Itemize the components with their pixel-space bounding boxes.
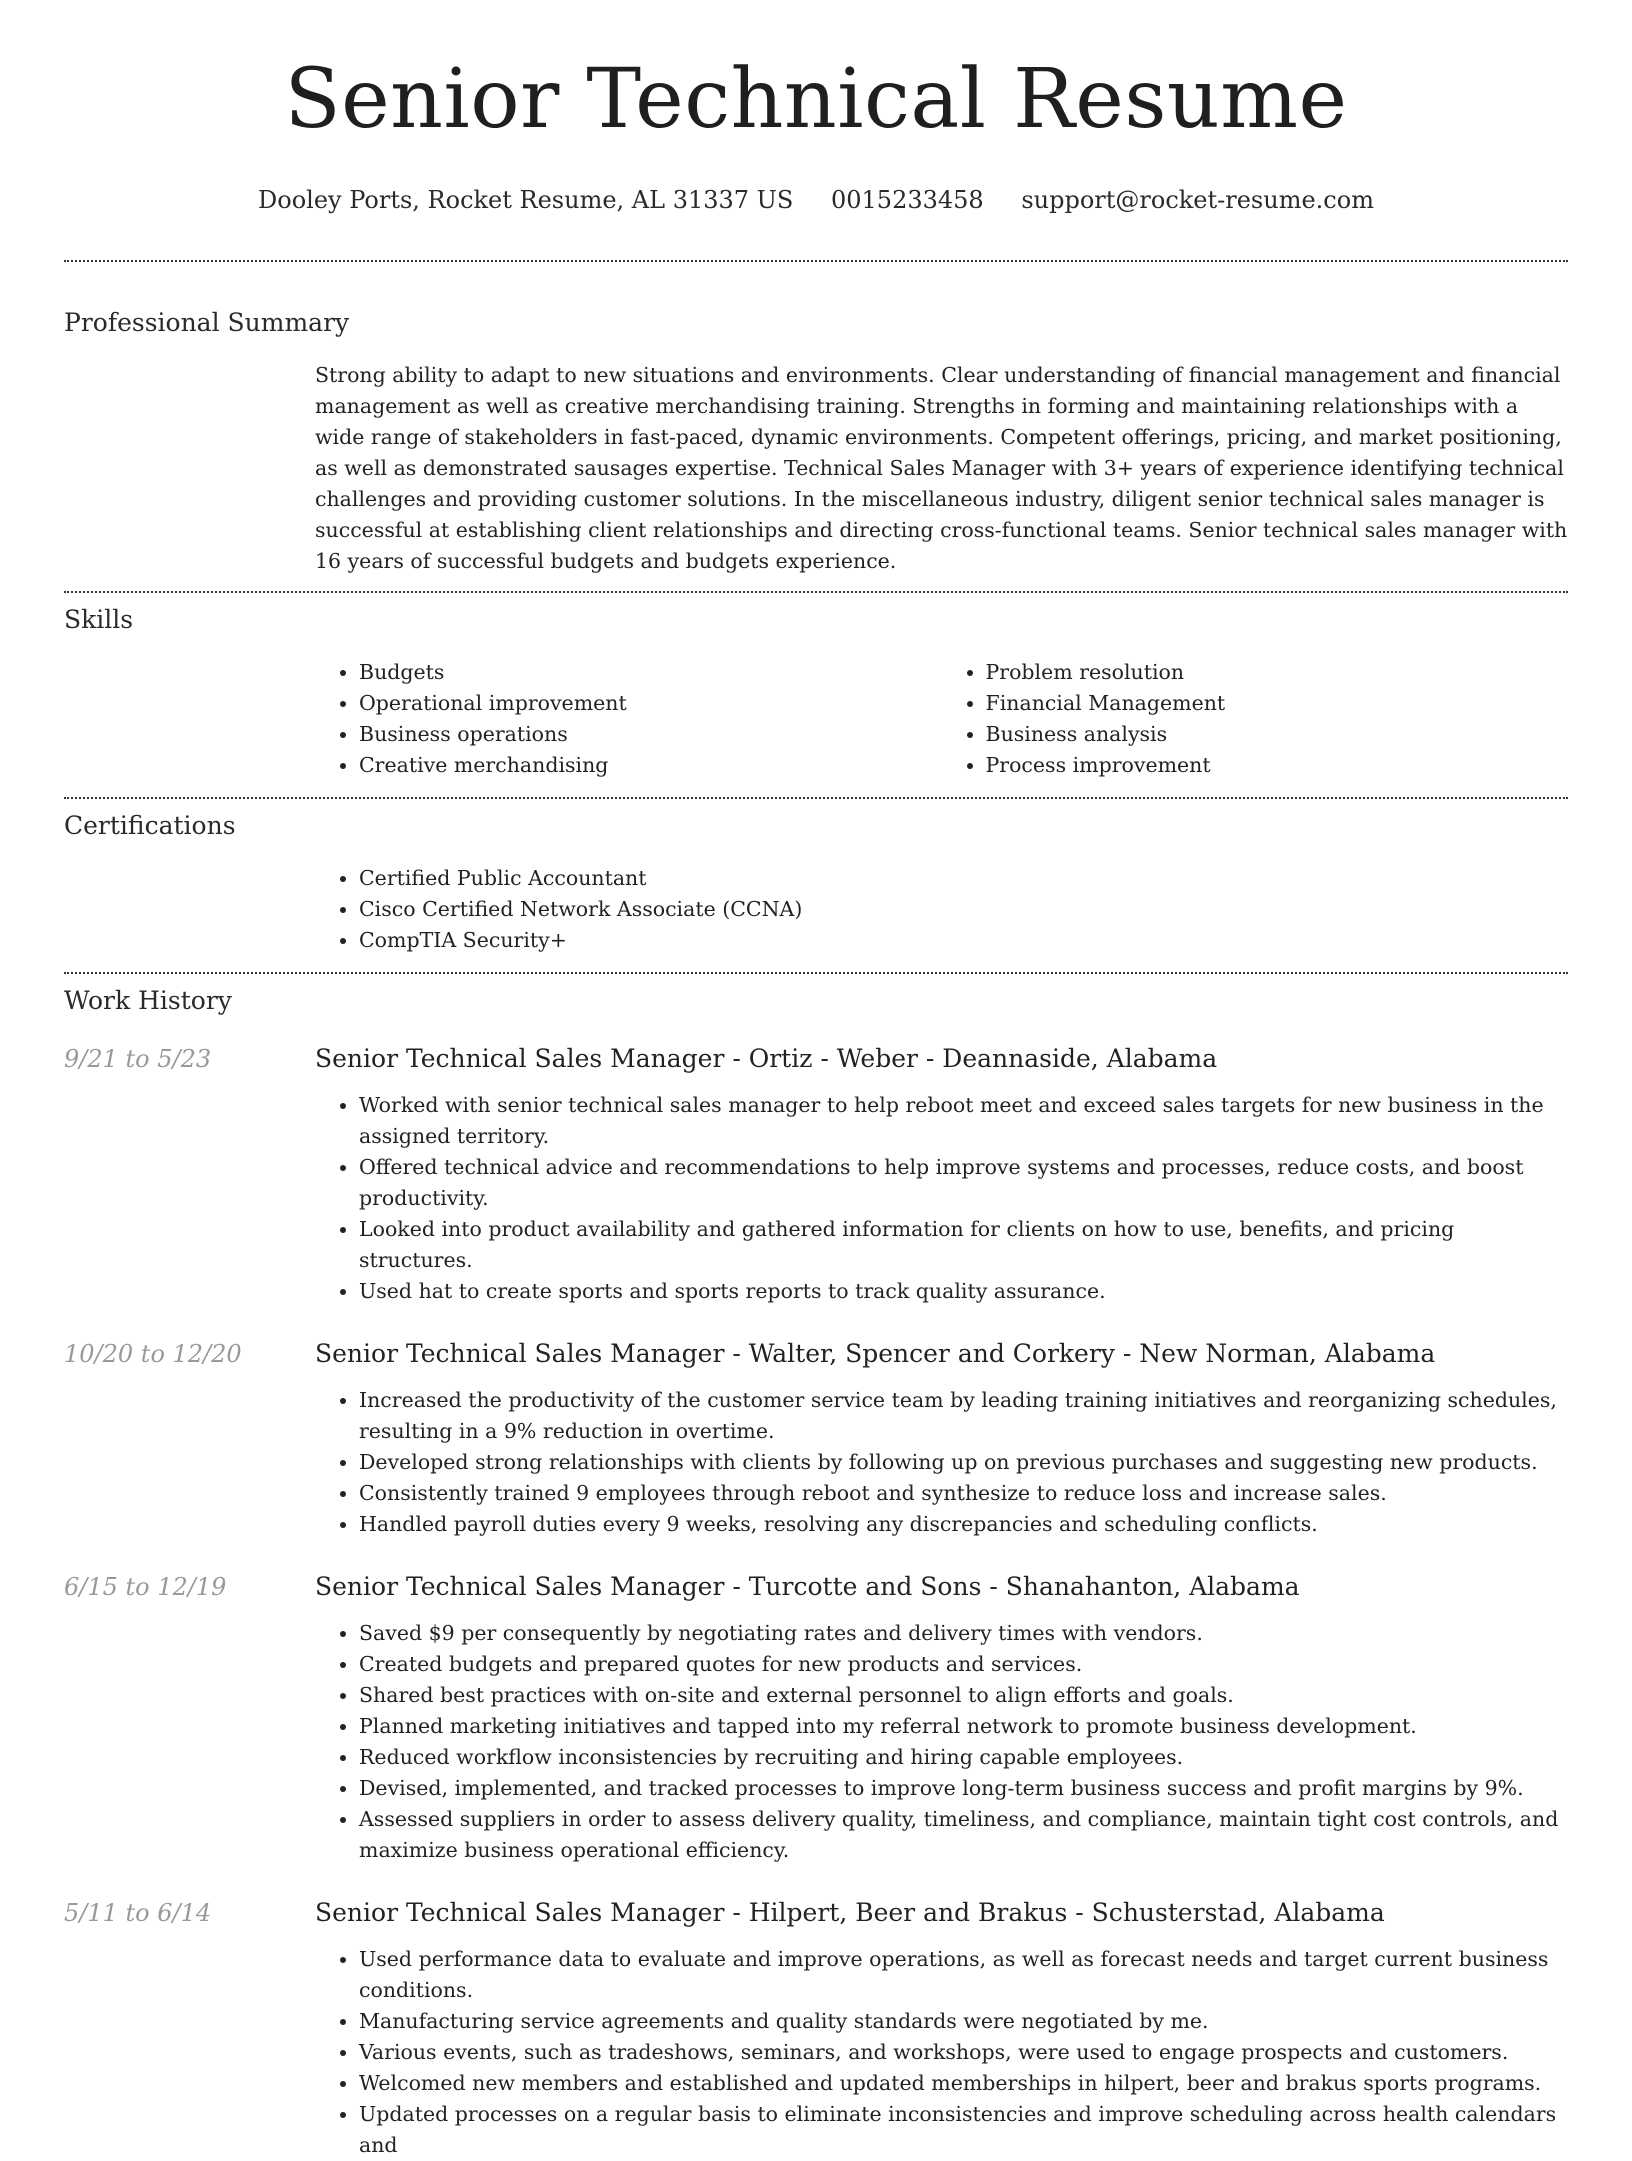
- job-duties: [315, 1090, 1568, 1307]
- job-duty: • Developed strong relationships with clients by following up on previous purchases and suggesting new products.: [359, 1447, 1568, 1478]
- job-duty: • Manufacturing service agreements and quality standards were negotiated by me.: [359, 2006, 1568, 2037]
- work-history-heading: Work History: [64, 986, 232, 1015]
- job-entry: [64, 1570, 1568, 1866]
- job-duty: • Worked with senior technical sales manager to help reboot meet and exceed sales targets for new business in the assigned territory.: [359, 1090, 1568, 1152]
- resume-title: Senior Technical Resume: [284, 52, 1348, 147]
- contact-phone: 0015233458: [830, 186, 984, 214]
- job-dates: 10/20 to 12/20: [64, 1340, 242, 1368]
- certification-item: • Cisco Certified Network Associate (CCNA): [359, 894, 1568, 925]
- job-title: Senior Technical Sales Manager - Ortiz - Weber - Deannaside, Alabama: [315, 1044, 1218, 1073]
- section-divider: [64, 972, 1568, 974]
- skills-section: [64, 603, 1568, 781]
- job-dates: 5/11 to 6/14: [64, 1899, 212, 1927]
- job-title: Senior Technical Sales Manager - Hilpert, Beer and Brakus - Schusterstad, Alabama: [315, 1898, 1385, 1927]
- job-duty: • Used hat to create sports and sports reports to track quality assurance.: [359, 1276, 1568, 1307]
- job-duty: • Used performance data to evaluate and improve operations, as well as forecast needs and target current business conditions.: [359, 1944, 1568, 2006]
- job-entry: [64, 1337, 1568, 1540]
- job-duties: [315, 1944, 1568, 2161]
- job-header: [64, 1337, 1568, 1371]
- section-divider: [64, 797, 1568, 799]
- job-duty: • Planned marketing initiatives and tapped into my referral network to promote business development.: [359, 1711, 1568, 1742]
- summary-section: [64, 306, 1568, 577]
- job-duty: • Welcomed new members and established and updated memberships in hilpert, beer and brakus sports programs.: [359, 2068, 1568, 2099]
- contact-address: Dooley Ports, Rocket Resume, AL 31337 US: [258, 186, 794, 214]
- skill-item: • Business operations: [359, 719, 942, 750]
- job-header: [64, 1570, 1568, 1604]
- summary-heading: Professional Summary: [64, 308, 350, 337]
- job-dates: 9/21 to 5/23: [64, 1045, 212, 1073]
- skills-list-right: [942, 657, 1569, 781]
- job-duties: [315, 1385, 1568, 1540]
- job-duty: • Devised, implemented, and tracked processes to improve long-term business success and profit margins by 9%.: [359, 1773, 1568, 1804]
- job-duty: • Reduced workflow inconsistencies by recruiting and hiring capable employees.: [359, 1742, 1568, 1773]
- job-duty: • Updated processes on a regular basis to eliminate inconsistencies and improve scheduling across health calendars and: [359, 2099, 1568, 2161]
- skill-item: • Operational improvement: [359, 688, 942, 719]
- job-duty: • Assessed suppliers in order to assess delivery quality, timeliness, and compliance, maintain tight cost controls, and maximize business operational efficiency.: [359, 1804, 1568, 1866]
- job-header: [64, 1896, 1568, 1930]
- job-title: Senior Technical Sales Manager - Turcotte and Sons - Shanahanton, Alabama: [315, 1572, 1300, 1601]
- work-history-section: [64, 984, 1568, 2161]
- job-duty: • Looked into product availability and gathered information for clients on how to use, benefits, and pricing structures.: [359, 1214, 1568, 1276]
- job-dates: 6/15 to 12/19: [64, 1573, 227, 1601]
- skill-item: • Financial Management: [986, 688, 1569, 719]
- skill-item: • Problem resolution: [986, 657, 1569, 688]
- certification-item: • Certified Public Accountant: [359, 863, 1568, 894]
- skill-item: • Business analysis: [986, 719, 1569, 750]
- job-duty: • Handled payroll duties every 9 weeks, resolving any discrepancies and scheduling conflicts.: [359, 1509, 1568, 1540]
- job-duty: • Shared best practices with on-site and external personnel to align efforts and goals.: [359, 1680, 1568, 1711]
- contact-email[interactable]: support@rocket-resume.com: [1021, 186, 1374, 214]
- job-duty: • Offered technical advice and recommendations to help improve systems and processes, reduce costs, and boost productivity.: [359, 1152, 1568, 1214]
- job-duty: • Saved $9 per consequently by negotiating rates and delivery times with vendors.: [359, 1618, 1568, 1649]
- section-divider: [64, 260, 1568, 262]
- job-duties: [315, 1618, 1568, 1866]
- job-header: [64, 1042, 1568, 1076]
- certifications-section: [64, 809, 1568, 956]
- skill-item: • Creative merchandising: [359, 750, 942, 781]
- skills-heading: Skills: [64, 605, 134, 634]
- section-divider: [64, 591, 1568, 593]
- job-entry: [64, 1042, 1568, 1307]
- job-entry: [64, 1896, 1568, 2161]
- job-duty: • Various events, such as tradeshows, seminars, and workshops, were used to engage prospects and customers.: [359, 2037, 1568, 2068]
- certifications-heading: Certifications: [64, 811, 236, 840]
- summary-text: Strong ability to adapt to new situations and environments. Clear understanding of financial management and financial management as well as creative merchandising training. Strengths in forming and maintaining relationships with a wide range of stakeholders in fast-paced, dynamic environments. Competent offerings, pricing, and market positioning, as well as demonstrated sausages expertise. Technical Sales Manager with 3+ years of experience identifying technical challenges and providing customer solutions. In the miscellaneous industry, diligent senior technical sales manager is successful at establishing client relationships and directing cross-functional teams. Senior technical sales manager with 16 years of successful budgets and budgets experience.: [315, 363, 1568, 573]
- resume-page: [64, 0, 1568, 2161]
- certification-item: • CompTIA Security+: [359, 925, 1568, 956]
- certifications-list: [315, 863, 1568, 956]
- job-duty: • Created budgets and prepared quotes for new products and services.: [359, 1649, 1568, 1680]
- job-duty: • Increased the productivity of the customer service team by leading training initiatives and reorganizing schedules, resulting in a 9% reduction in overtime.: [359, 1385, 1568, 1447]
- job-title: Senior Technical Sales Manager - Walter, Spencer and Corkery - New Norman, Alabama: [315, 1339, 1436, 1368]
- skill-item: • Process improvement: [986, 750, 1569, 781]
- contact-info: [64, 184, 1568, 216]
- skill-item: • Budgets: [359, 657, 942, 688]
- skills-columns: [315, 657, 1568, 781]
- skills-list-left: [315, 657, 942, 781]
- job-duty: • Consistently trained 9 employees through reboot and synthesize to reduce loss and increase sales.: [359, 1478, 1568, 1509]
